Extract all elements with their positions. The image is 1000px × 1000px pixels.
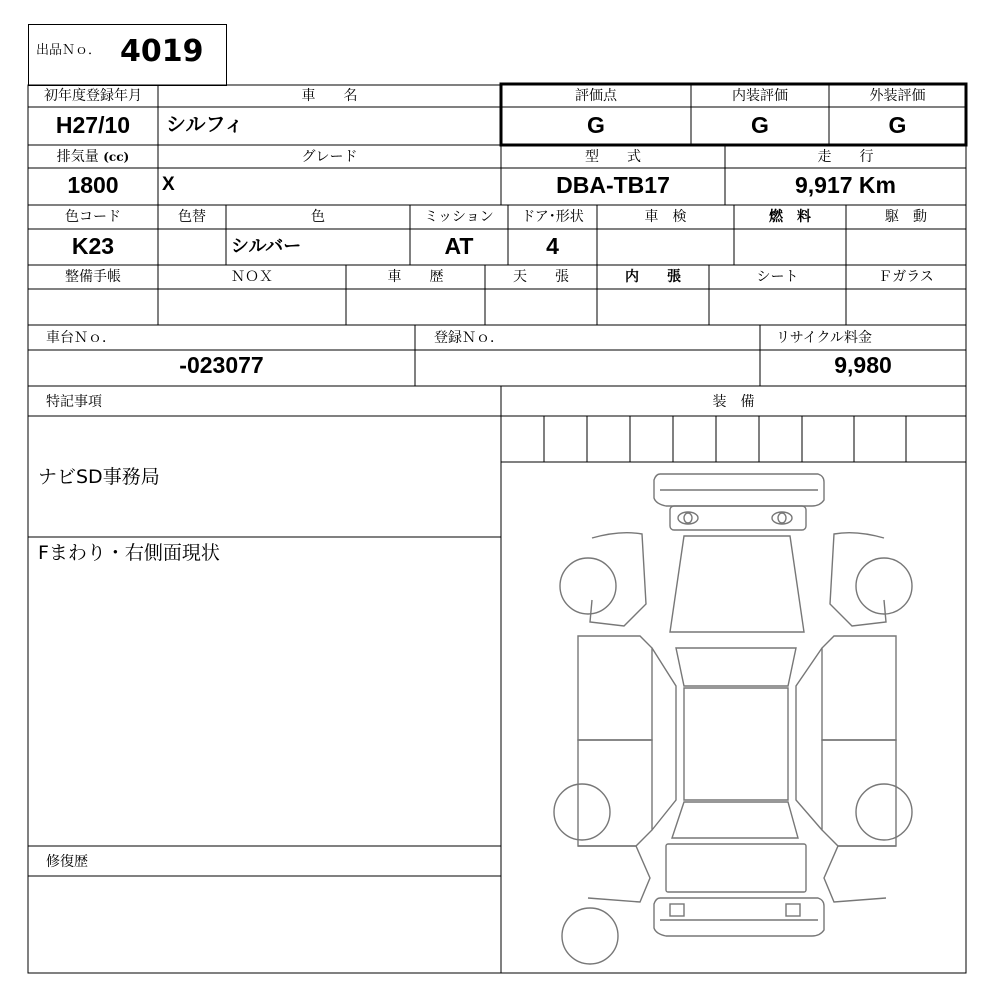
color-label: 色 [311, 209, 325, 225]
displacement-label-text: 排気量 [56, 149, 99, 165]
interior-lining-label: 内 張 [625, 269, 681, 285]
registration-label: 登録Ｎｏ． [434, 330, 504, 346]
special-note-line1: ナビSD事務局 [38, 466, 160, 488]
color-code-value: K23 [71, 233, 115, 259]
interior-value: G [751, 112, 769, 138]
model-label: 型 式 [585, 149, 641, 165]
seat-label: シート [756, 269, 799, 285]
door-label: ドア･形状 [521, 209, 584, 225]
mileage-label: 走 行 [817, 149, 874, 165]
exterior-label: 外装評価 [869, 88, 926, 104]
mission-label: ミッション [424, 209, 494, 225]
grade-label: グレード [301, 149, 358, 165]
exterior-value: G [888, 112, 907, 138]
first-reg-label: 初年度登録年月 [44, 88, 142, 104]
lot-number-value: 4019 [120, 34, 204, 69]
score-label: 評価点 [575, 88, 617, 104]
color-code-label: 色コード [65, 209, 121, 225]
recycle-label: リサイクル料金 [776, 330, 873, 346]
grade-value: X [162, 174, 175, 195]
car-name-value: シルフィ [166, 114, 244, 136]
nox-label: ＮＯＸ [231, 269, 273, 285]
car-name-label: 車 名 [301, 88, 358, 104]
inspection-label: 車 検 [644, 209, 687, 225]
fuel-label: 燃 料 [769, 209, 811, 225]
special-notes-label: 特記事項 [46, 394, 102, 410]
interior-label: 内装評価 [732, 88, 788, 104]
equipment-label: 装 備 [712, 394, 755, 410]
model-value: DBA-TB17 [556, 172, 670, 198]
score-value: G [587, 112, 605, 138]
f-glass-label: Ｆガラス [878, 269, 934, 285]
door-value: 4 [546, 233, 559, 259]
displacement-value: 1800 [67, 172, 119, 198]
maintenance-label: 整備手帳 [65, 269, 121, 285]
chassis-label: 車台Ｎｏ． [46, 330, 116, 346]
first-reg-value: H27/10 [55, 112, 131, 138]
mission-value: AT [444, 233, 474, 259]
roof-label: 天 張 [513, 269, 569, 285]
color-value: シルバー [231, 236, 302, 256]
recycle-value: 9,980 [834, 352, 892, 378]
color-change-label: 色替 [178, 209, 206, 225]
history-label: 車 歴 [387, 269, 444, 285]
displacement-unit: (cc) [103, 150, 130, 164]
repair-history-label: 修復歴 [46, 854, 88, 870]
drive-label: 駆 動 [885, 209, 927, 225]
special-note-line2: Fまわり・右側面現状 [38, 542, 220, 564]
lot-number-label: 出品Ｎｏ． [36, 43, 102, 58]
mileage-value: 9,917 Km [794, 172, 896, 198]
chassis-value: -023077 [179, 352, 264, 378]
